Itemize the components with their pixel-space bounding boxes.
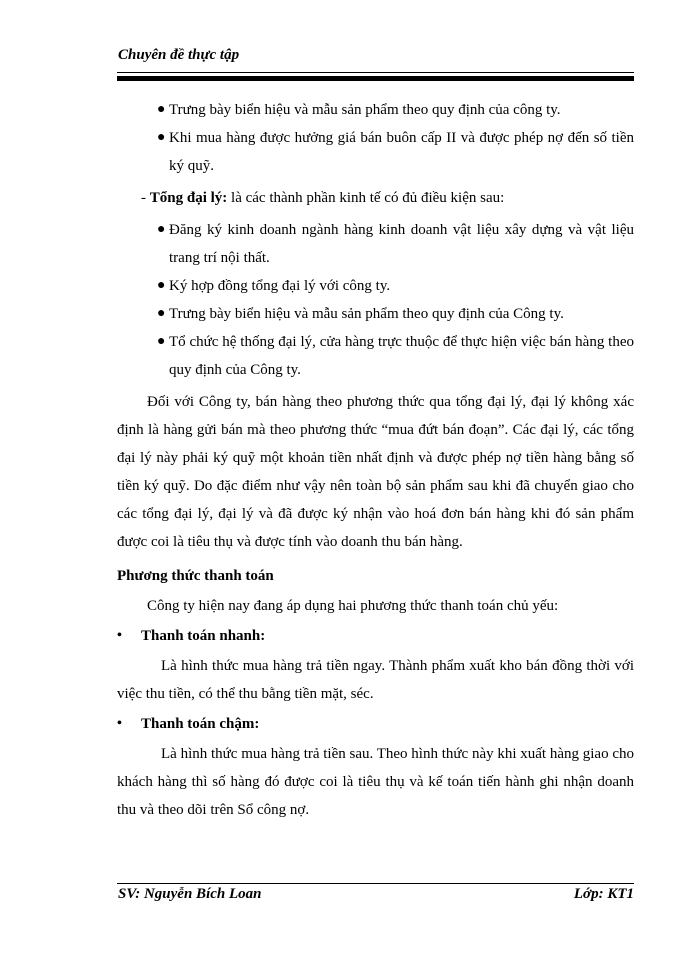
list-item [117,328,634,384]
document-body [117,96,634,824]
list-item-text: Ký hợp đồng tổng đại lý với công ty. [169,278,391,294]
tong-dai-ly-text: là các thành phần kinh tế có đủ điều kiện sau: [227,190,505,206]
list-item [117,216,634,272]
page-header-title: Chuyên đề thực tập [118,47,240,63]
list-item-text: Trưng bày biển hiệu và mẫu sản phẩm theo quy định của Công ty. [169,306,564,322]
list-item [117,124,634,180]
list-item [117,272,634,300]
payment-method-description: Là hình thức mua hàng trả tiền ngay. Thành phẩm xuất kho bán đồng thời với việc thu tiền, có thể thu bằng tiền mặt, séc. [117,658,634,702]
list-item-text: Trưng bày biển hiệu và mẫu sản phẩm theo quy định của công ty. [169,102,561,118]
bullet-list-dai-ly [117,96,634,180]
payment-method-item [117,710,634,738]
payment-method-item [117,622,634,650]
footer-rule [117,883,634,884]
payment-method-title: Thanh toán nhanh: [141,628,266,644]
bullet-list-tong-dai-ly [117,216,634,384]
tong-dai-ly-definition [141,184,634,212]
footer-student-name: SV: Nguyễn Bích Loan [118,886,262,902]
list-item [117,300,634,328]
body-paragraph: Đối với Công ty, bán hàng theo phương thức qua tổng đại lý, đại lý không xác định là hàng gửi bán mà theo phương thức “mua đứt bán đoạn”. Các đại lý, các tổng đại lý này phải ký quỹ một khoản tiền nhất định và được phép nợ tiền hàng bằng số tiền ký quỹ. Do đặc điểm như vậy nên toàn bộ sản phẩm sau khi đã chuyển giao cho các tổng đại lý, đại lý và đã được ký nhận vào hoá đơn bán hàng khi đó sản phẩm được coi là tiêu thụ và được tính vào doanh thu bán hàng. [117,394,634,550]
tong-dai-ly-label: Tổng đại lý: [149,190,228,206]
bullet-icon: ● [157,102,166,117]
bullet-icon: • [117,716,122,731]
payment-method-title: Thanh toán chậm: [141,716,260,732]
bullet-icon: • [117,628,122,643]
list-item-text: Tổ chức hệ thống đại lý, cửa hàng trực thuộc để thực hiện việc bán hàng theo quy định của Công ty. [169,334,634,378]
list-item [117,96,634,124]
footer-class: Lớp: KT1 [573,886,634,902]
bullet-icon: ● [157,334,166,349]
header-rule-thick [117,76,634,81]
dash-prefix: - [141,190,150,206]
header-rule-thin [117,72,634,73]
section-heading-payment: Phương thức thanh toán [117,568,274,584]
bullet-icon: ● [157,222,166,237]
bullet-icon: ● [157,130,166,145]
list-item-text: Khi mua hàng được hưởng giá bán buôn cấp II và được phép nợ đến số tiền ký quỹ. [169,130,634,174]
bullet-icon: ● [157,278,166,293]
payment-method-description: Là hình thức mua hàng trả tiền sau. Theo hình thức này khi xuất hàng giao cho khách hàng thì số hàng đó được coi là tiêu thụ và kế toán tiến hành ghi nhận doanh thu và theo dõi trên Sổ công nợ. [117,746,634,818]
payment-intro: Công ty hiện nay đang áp dụng hai phương thức thanh toán chủ yếu: [147,598,559,614]
bullet-icon: ● [157,306,166,321]
list-item-text: Đăng ký kinh doanh ngành hàng kinh doanh vật liệu xây dựng và vật liệu trang trí nội thất. [169,222,634,266]
